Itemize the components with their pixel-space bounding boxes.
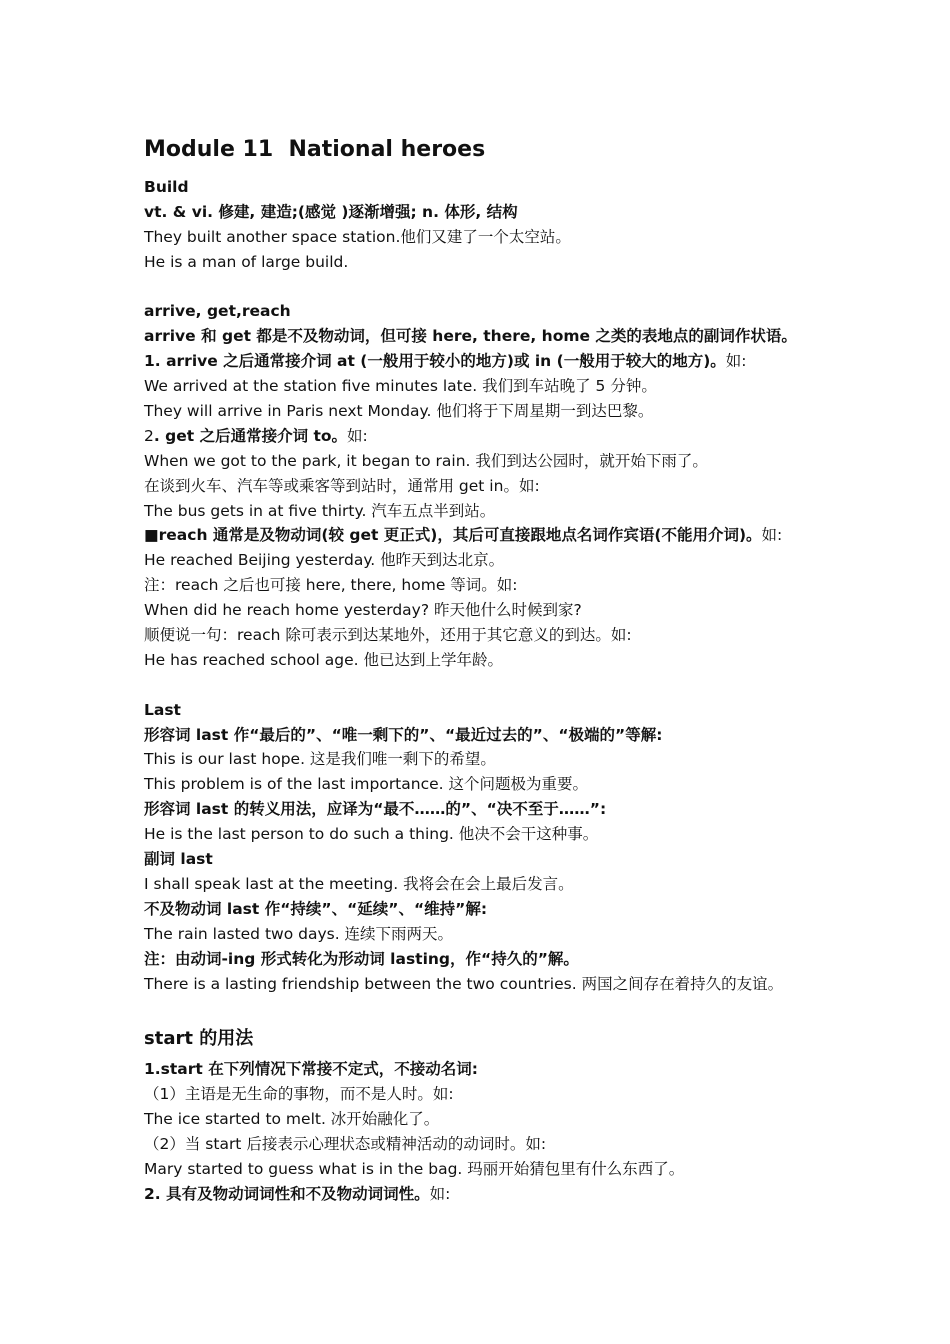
section-heading-start: start 的用法 xyxy=(144,1028,254,1050)
start-point-1-heading: 1.start 在下列情况下常接不定式，不接动名词: xyxy=(144,1060,478,1079)
arrive-point-2-tail: 如: xyxy=(347,426,368,445)
arrive-example-1: We arrived at the station five minutes late. 我们到车站晚了 5 分钟。 xyxy=(144,377,657,396)
last-adj-heading: 形容词 last 作“最后的”、“唯一剩下的”、“最近过去的”、“极端的”等解: xyxy=(144,725,663,744)
page-title: Module 11 National heroes xyxy=(144,137,486,162)
arrive-note-1: 在谈到火车、汽车等或乘客等到站时，通常用 get in。如: xyxy=(144,476,540,495)
last-note-heading: 注：由动词-ing 形式转化为形动词 lasting，作“持久的”解。 xyxy=(144,949,579,968)
arrive-example-3: When we got to the park, it began to rain. 我们到达公园时，就开始下雨了。 xyxy=(144,451,708,470)
arrive-point-3-tail: 如: xyxy=(761,526,783,545)
arrive-example-4: The bus gets in at five thirty. 汽车五点半到站。 xyxy=(144,501,496,520)
start-point-2-tail: 如: xyxy=(429,1184,451,1203)
arrive-point-3 xyxy=(144,523,884,548)
arrive-point-2 xyxy=(144,424,884,449)
start-point-2-rule: 2. 具有及物动词词性和不及物动词词性。 xyxy=(144,1184,430,1203)
start-case-1: （1）主语是无生命的事物，而不是人时。如: xyxy=(144,1085,454,1104)
last-example-2: This problem is of the last importance. 这个问题极为重要。 xyxy=(144,775,588,794)
arrive-example-7: He has reached school age. 他已达到上学年龄。 xyxy=(144,650,504,669)
arrive-intro: arrive 和 get 都是不及物动词，但可接 here, there, home 之类的表地点的副词作状语。 xyxy=(144,327,797,346)
last-example-4: I shall speak last at the meeting. 我将会在会上最后发言。 xyxy=(144,874,574,893)
arrive-point-3-rule: ■reach 通常是及物动词(较 get 更正式)，其后可直接跟地点名词作宾语(不能用介词)。 xyxy=(144,526,762,545)
build-example-1: They built another space station.他们又建了一个太空站。 xyxy=(144,227,571,246)
build-definition: vt. & vi. 修建, 建造;(感觉 )逐渐增强; n. 体形, 结构 xyxy=(144,202,518,221)
arrive-point-1-rule: 1. arrive 之后通常接介词 at (一般用于较小的地方)或 in (一般用于较大的地方)。 xyxy=(144,352,726,371)
last-adv-heading: 副词 last xyxy=(144,850,213,869)
start-example-2: Mary started to guess what is in the bag. 玛丽开始猜包里有什么东西了。 xyxy=(144,1159,685,1178)
arrive-example-2: They will arrive in Paris next Monday. 他们将于下周星期一到达巴黎。 xyxy=(144,402,654,421)
last-example-5: The rain lasted two days. 连续下雨两天。 xyxy=(144,924,454,943)
build-example-2: He is a man of large build. xyxy=(144,252,349,271)
section-heading-arrive: arrive, get,reach xyxy=(144,302,291,321)
start-example-1: The ice started to melt. 冰开始融化了。 xyxy=(144,1110,440,1129)
blank-line xyxy=(144,275,884,300)
last-verb-heading: 不及物动词 last 作“持续”、“延续”、“维持”解: xyxy=(144,899,488,918)
last-example-3: He is the last person to do such a thing. 他决不会干这种事。 xyxy=(144,825,599,844)
start-point-2 xyxy=(144,1182,884,1207)
start-case-2: （2）当 start 后接表示心理状态或精神活动的动词时。如: xyxy=(144,1134,547,1153)
section-heading-build: Build xyxy=(144,178,189,196)
arrive-note-2: 注：reach 之后也可接 here, there, home 等词。如: xyxy=(144,576,518,595)
last-example-1: This is our last hope. 这是我们唯一剩下的希望。 xyxy=(144,750,496,769)
arrive-note-3: 顺便说一句：reach 除可表示到达某地外，还用于其它意义的到达。如: xyxy=(144,626,632,645)
arrive-point-2-number: 2 xyxy=(144,426,154,445)
arrive-example-5: He reached Beijing yesterday. 他昨天到达北京。 xyxy=(144,551,505,570)
arrive-point-2-rule: . get 之后通常接介词 to。 xyxy=(153,426,348,445)
blank-line xyxy=(144,996,884,1021)
arrive-example-6: When did he reach home yesterday? 昨天他什么时候到家? xyxy=(144,601,582,620)
last-adj2-heading: 形容词 last 的转义用法，应译为“最不……的”、“决不至于……”: xyxy=(144,800,607,819)
blank-line xyxy=(144,673,884,698)
document-page xyxy=(144,132,884,1207)
section-heading-last: Last xyxy=(144,700,181,719)
last-example-6: There is a lasting friendship between the two countries. 两国之间存在着持久的友谊。 xyxy=(144,974,784,993)
arrive-point-1-tail: 如: xyxy=(725,352,747,371)
arrive-point-1 xyxy=(144,349,884,374)
